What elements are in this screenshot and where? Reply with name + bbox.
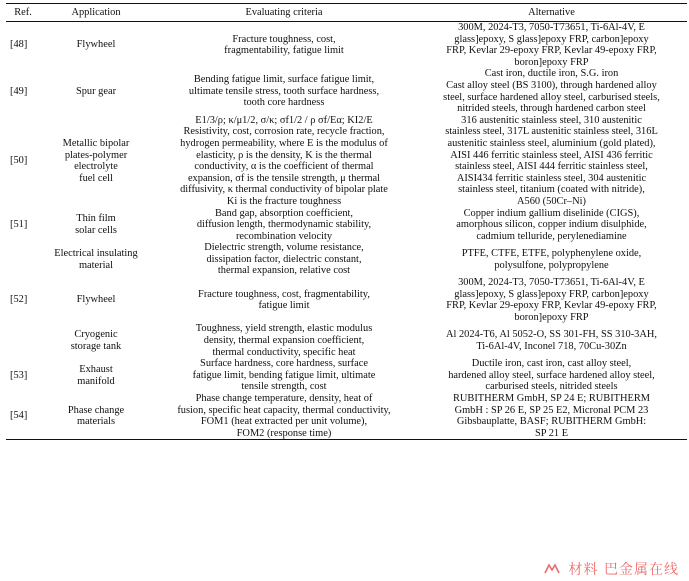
cell-alternative-line: FRP, Kevlar 29-epoxy FRP, Kevlar 49-epoxy FRP, xyxy=(446,45,657,57)
cell-criteria-line: Fracture toughness, cost, xyxy=(232,33,336,45)
cell-application-line: Thin film xyxy=(76,213,116,225)
cell-alternative-line: Ductile iron, cast iron, cast alloy steel, xyxy=(471,358,632,370)
cell-criteria-line: Surface hardness, core hardness, surface xyxy=(200,358,368,370)
cell-alternative-line: stainless steel, AISI 444 ferritic stainless steel, xyxy=(455,161,648,173)
table-row xyxy=(6,323,687,358)
cell-application-line: Flywheel xyxy=(76,39,116,51)
cell-alternative-line: cadmium telluride, perylenediamine xyxy=(476,230,627,242)
cell-alternative-line: stainless steel, titanium (coated with nitride), xyxy=(458,184,645,196)
cell-alternative xyxy=(416,358,687,393)
cell-criteria-line: dissipation factor, dielectric constant, xyxy=(206,253,362,265)
header-application: Application xyxy=(40,4,152,22)
cell-criteria-line: ultimate tensile stress, tooth surface hardness, xyxy=(188,85,380,97)
cell-criteria-line: Fracture toughness, cost, fragmentability, xyxy=(198,288,370,300)
table-header-row xyxy=(6,4,687,22)
cell-criteria-line: E1/3/ρ; κ/μ1/2, σ/κ; σf1/2 / ρ σf/Eα; KI2/E xyxy=(195,114,373,126)
cell-alternative-line: boron]epoxy FRP xyxy=(514,56,589,68)
site-watermark xyxy=(544,559,679,579)
watermark-logo-icon xyxy=(544,563,560,575)
cell-criteria xyxy=(152,208,416,243)
cell-application-line: Metallic bipolar xyxy=(62,137,130,149)
cell-criteria-line: tensile strength, cost xyxy=(241,381,327,393)
cell-criteria xyxy=(152,68,416,114)
cell-criteria-line: fusion, specific heat capacity, thermal conductivity, xyxy=(177,404,391,416)
cell-alternative-line: 316 austenitic stainless steel, 310 austenitic xyxy=(461,114,642,126)
cell-ref xyxy=(6,242,40,277)
cell-alternative-line: Copper indium gallium diselinide (CIGS), xyxy=(463,207,640,219)
cell-criteria-line: Dielectric strength, volume resistance, xyxy=(204,242,364,254)
cell-alternative-line: amorphous silicon, copper indium disulphide, xyxy=(456,219,647,231)
cell-criteria-line: Phase change temperature, density, heat of xyxy=(195,393,373,404)
cell-criteria-line: fatigue limit xyxy=(258,300,310,312)
cell-criteria-line: FOM1 (heat extracted per unit volume), xyxy=(200,416,368,428)
cell-application xyxy=(40,22,152,69)
cell-criteria xyxy=(152,22,416,69)
cell-alternative xyxy=(416,68,687,114)
cell-criteria xyxy=(152,277,416,323)
header-alternative: Alternative xyxy=(416,4,687,22)
cell-criteria-line: conductivity, α is the coefficient of thermal xyxy=(194,161,374,173)
cell-application xyxy=(40,115,152,208)
cell-criteria-line: tooth core hardness xyxy=(243,97,325,109)
cell-alternative-line: Ti-6Al-4V, Inconel 718, 70Cu-30Zn xyxy=(476,340,627,352)
cell-application-line: Electrical insulating xyxy=(54,248,138,260)
cell-ref: [50] xyxy=(10,155,28,167)
header-ref: Ref. xyxy=(6,4,40,22)
table-row xyxy=(6,208,687,243)
cell-criteria xyxy=(152,115,416,208)
cell-application-line: fuel cell xyxy=(79,172,113,184)
table-row xyxy=(6,358,687,393)
cell-criteria-line: Toughness, yield strength, elastic modulus xyxy=(195,323,373,335)
cell-application-line: material xyxy=(78,259,114,271)
cell-alternative-line: 300M, 2024-T3, 7050-T73651, Ti-6Al-4V, E xyxy=(458,22,645,33)
cell-criteria-line: recombination velocity xyxy=(235,230,333,242)
cell-criteria-line: FOM2 (response time) xyxy=(236,427,332,439)
cell-criteria-line: Band gap, absorption coefficient, xyxy=(214,207,354,219)
cell-application-line: solar cells xyxy=(75,224,117,236)
cell-application-line: plates-polymer xyxy=(64,149,128,161)
cell-criteria xyxy=(152,323,416,358)
cell-criteria-line: Resistivity, cost, corrosion rate, recycle fraction, xyxy=(183,126,385,138)
cell-ref: [51] xyxy=(10,219,28,231)
cell-application xyxy=(40,68,152,114)
cell-alternative-line: 300M, 2024-T3, 7050-T73651, Ti-6Al-4V, E xyxy=(458,277,645,289)
cell-criteria-line: fatigue limit, bending fatigue limit, ultimate xyxy=(192,369,376,381)
cell-criteria-line: Bending fatigue limit, surface fatigue limit, xyxy=(193,74,375,86)
cell-application xyxy=(40,242,152,277)
cell-alternative xyxy=(416,22,687,69)
cell-criteria-line: expansion, σf is the tensile strength, μ thermal xyxy=(187,172,381,184)
materials-selection-table xyxy=(6,3,687,440)
cell-ref xyxy=(6,323,40,358)
cell-application xyxy=(40,358,152,393)
cell-alternative-line: steel, surface hardened alloy steel, carburised steels, xyxy=(443,91,660,103)
table-row xyxy=(6,68,687,114)
cell-alternative-line: carburised steels, nitrided steels xyxy=(485,381,618,393)
cell-criteria xyxy=(152,393,416,440)
cell-alternative xyxy=(416,115,687,208)
cell-alternative-line: Cast alloy steel (BS 3100), through hardened alloy xyxy=(446,79,657,91)
cell-ref: [53] xyxy=(10,369,28,381)
cell-alternative xyxy=(416,242,687,277)
cell-application-line: Flywheel xyxy=(76,294,116,306)
cell-alternative-line: boron]epoxy FRP xyxy=(514,311,589,323)
cell-criteria-line: Ki is the fracture toughness xyxy=(226,195,342,207)
cell-ref: [52] xyxy=(10,294,28,306)
cell-application-line: electrolyte xyxy=(74,161,118,173)
cell-alternative-line: FRP, Kevlar 29-epoxy FRP, Kevlar 49-epoxy FRP, xyxy=(446,300,657,312)
cell-application-line: Exhaust xyxy=(79,364,113,376)
cell-application-line: Phase change xyxy=(67,404,125,416)
cell-alternative-line: A560 (50Cr–Ni) xyxy=(517,195,586,207)
cell-criteria xyxy=(152,358,416,393)
cell-application-line: manifold xyxy=(77,375,115,387)
cell-criteria-line: thermal expansion, relative cost xyxy=(217,265,351,277)
cell-application-line: Cryogenic xyxy=(74,329,118,341)
cell-ref: [48] xyxy=(10,39,28,51)
cell-alternative-line: glass]epoxy, S glass]epoxy FRP, carbon]epoxy xyxy=(454,33,649,45)
cell-alternative-line: nitrided steels, through hardened carbon steel xyxy=(457,103,646,115)
cell-alternative-line: hardened alloy steel, surface hardened alloy steel, xyxy=(448,369,655,381)
table-row xyxy=(6,393,687,440)
cell-alternative-line: GmbH : SP 26 E, SP 25 E2, Micronal PCM 23 xyxy=(454,404,649,416)
cell-alternative xyxy=(416,393,687,440)
cell-alternative-line: AISI434 ferritic stainless steel, 304 austenitic xyxy=(456,172,647,184)
cell-alternative-line: austenitic stainless steel, aluminium (gold plated), xyxy=(447,137,656,149)
cell-criteria-line: diffusion length, thermodynamic stability, xyxy=(196,219,372,231)
table-row xyxy=(6,115,687,208)
cell-criteria-line: diffusivity, κ thermal conductivity of bipolar plate xyxy=(180,184,388,196)
header-evaluating-criteria: Evaluating criteria xyxy=(152,4,416,22)
cell-alternative xyxy=(416,277,687,323)
cell-criteria-line: hydrogen permeability, where E is the modulus of xyxy=(180,137,388,149)
cell-alternative-line: stainless steel, 317L austenitic stainless steel, 316L xyxy=(445,126,658,138)
cell-criteria-line: density, thermal expansion coefficient, xyxy=(203,335,365,347)
cell-application-line: storage tank xyxy=(70,340,122,352)
cell-alternative-line: SP 21 E xyxy=(534,427,569,439)
cell-criteria-line: elasticity, ρ is the density, K is the thermal xyxy=(196,149,372,161)
cell-alternative-line: Cast iron, ductile iron, S.G. iron xyxy=(484,68,619,80)
cell-application-line: Spur gear xyxy=(75,85,117,97)
cell-alternative-line: glass]epoxy, S glass]epoxy FRP, carbon]epoxy xyxy=(454,288,649,300)
cell-ref: [54] xyxy=(6,393,40,440)
cell-application xyxy=(40,208,152,243)
cell-application xyxy=(40,323,152,358)
cell-criteria-line: thermal conductivity, specific heat xyxy=(212,346,356,358)
cell-alternative-line: RUBITHERM GmbH, SP 24 E; RUBITHERM xyxy=(452,393,651,404)
cell-alternative-line: polysulfone, polypropylene xyxy=(494,259,609,271)
cell-criteria xyxy=(152,242,416,277)
table-row xyxy=(6,22,687,69)
cell-alternative-line: AISI 446 ferritic stainless steel, AISI 436 ferritic xyxy=(450,149,653,161)
cell-ref: [49] xyxy=(10,85,28,97)
cell-alternative-line: Gibsbauplatte, BASF; RUBITHERM GmbH: xyxy=(456,416,647,428)
table-row xyxy=(6,277,687,323)
table-row xyxy=(6,242,687,277)
cell-alternative xyxy=(416,208,687,243)
cell-application-line: materials xyxy=(76,416,116,428)
cell-application xyxy=(40,393,152,440)
cell-alternative-line: PTFE, CTFE, ETFE, polyphenylene oxide, xyxy=(461,248,642,260)
cell-application xyxy=(40,277,152,323)
cell-alternative xyxy=(416,323,687,358)
cell-alternative-line: Al 2024-T6, Al 5052-O, SS 301-FH, SS 310-3AH, xyxy=(445,329,657,341)
cell-criteria-line: fragmentability, fatigue limit xyxy=(224,45,344,57)
watermark-text: 材料 巴金属在线 xyxy=(568,562,679,578)
